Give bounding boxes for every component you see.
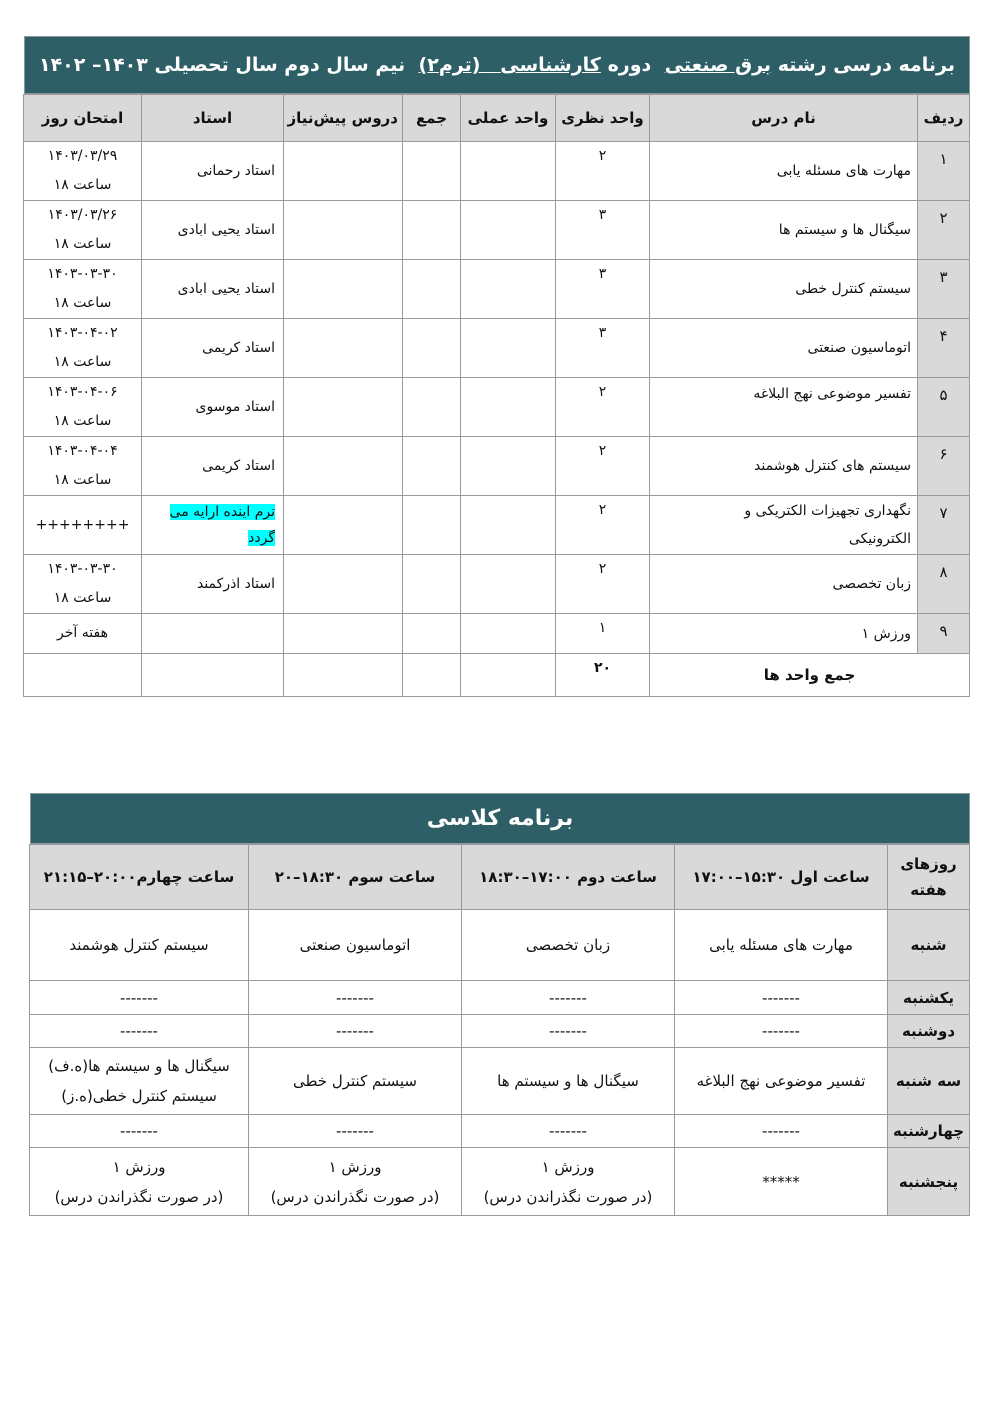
exam-time: ساعت ۱۸: [53, 590, 112, 606]
row-number: ۲: [918, 201, 970, 260]
teacher: استاد اذرکمند: [142, 555, 284, 614]
day-label: شنبه: [888, 910, 970, 981]
col-teacher: استاد: [142, 95, 284, 142]
period-label: دوره: [607, 54, 652, 76]
exam-date: ۱۴۰۳-۰۴-۰۶: [47, 384, 118, 400]
total-row: [24, 654, 970, 697]
schedule-row-thursday: [30, 1148, 970, 1216]
exam-date: ۱۴۰۳/۰۳/۲۹: [47, 148, 118, 164]
sum-units: [403, 496, 461, 555]
slot-4-header: ساعت چهارم۲۰:۰۰–۲۱:۱۵: [30, 845, 249, 910]
col-sum: جمع: [403, 95, 461, 142]
day-label: پنجشنبه: [888, 1148, 970, 1216]
teacher: استاد رحمانی: [142, 142, 284, 201]
exam-cell: [24, 437, 142, 496]
empty-cell: [284, 654, 403, 697]
row-number: ۹: [918, 614, 970, 654]
sum-units: [403, 319, 461, 378]
row-number: ۵: [918, 378, 970, 437]
col-name: نام درس: [650, 95, 918, 142]
semester-label: نیم سال دوم سال تحصیلی ۱۴۰۳– ۱۴۰۲: [38, 54, 406, 76]
table-row: [24, 142, 970, 201]
day-header: روزهای هفته: [888, 845, 970, 910]
class-cell: -------: [462, 981, 675, 1015]
program-title-bar: [24, 36, 970, 94]
table-row: [24, 260, 970, 319]
class-cell: -------: [249, 1115, 462, 1148]
practical-units: [461, 437, 556, 496]
exam-cell: [24, 260, 142, 319]
day-label: سه شنبه: [888, 1048, 970, 1115]
empty-cell: [461, 654, 556, 697]
theory-units: ۲: [556, 142, 650, 201]
schedule-table: [29, 844, 970, 1216]
exam-date: ۱۴۰۳-۰۴-۰۴: [47, 443, 118, 459]
theory-units: ۳: [556, 319, 650, 378]
class-cell: -------: [462, 1115, 675, 1148]
practical-units: [461, 142, 556, 201]
day-label: یکشنبه: [888, 981, 970, 1015]
exam-date: ۱۴۰۳-۰۳-۳۰: [47, 266, 118, 282]
row-number: ۶: [918, 437, 970, 496]
prereq: [284, 319, 403, 378]
row-number: ۴: [918, 319, 970, 378]
schedule-header: [30, 845, 970, 910]
teacher-note: ترم اینده ارایه می گردد: [142, 496, 284, 555]
exam-date: ۱۴۰۳-۰۳-۳۰: [47, 561, 118, 577]
col-prereq: دروس پیش‌نیاز: [284, 95, 403, 142]
class-schedule-section: [30, 793, 970, 1216]
class-cell: -------: [675, 1115, 888, 1148]
prereq: [284, 260, 403, 319]
exam-cell: [24, 201, 142, 260]
col-practical: واحد عملی: [461, 95, 556, 142]
exam-time: ساعت ۱۸: [53, 236, 112, 252]
practical-units: [461, 378, 556, 437]
practical-units: [461, 555, 556, 614]
theory-units: ۳: [556, 260, 650, 319]
total-label: جمع واحد ها: [650, 654, 970, 697]
class-cell: سیستم کنترل هوشمند: [30, 910, 249, 981]
class-cell: اتوماسیون صنعتی: [249, 910, 462, 981]
program-label: برنامه درسی رشته: [777, 54, 955, 76]
slot-2-header: ساعت دوم ۱۷:۰۰–۱۸:۳۰: [462, 845, 675, 910]
exam-date: ۱۴۰۳-۰۴-۰۲: [47, 325, 118, 341]
practical-units: [461, 614, 556, 654]
exam-cell: هفته آخر: [24, 614, 142, 654]
sum-units: [403, 201, 461, 260]
row-number: ۷: [918, 496, 970, 555]
prereq: [284, 201, 403, 260]
practical-units: [461, 260, 556, 319]
schedule-row-wednesday: [30, 1115, 970, 1148]
schedule-row-monday: [30, 1015, 970, 1048]
course-program-section: [24, 36, 970, 697]
exam-time: ساعت ۱۸: [53, 354, 112, 370]
course-table: [23, 94, 970, 697]
row-number: ۳: [918, 260, 970, 319]
prereq: [284, 496, 403, 555]
schedule-title: برنامه کلاسی: [30, 793, 970, 844]
schedule-row-saturday: [30, 910, 970, 981]
theory-units: ۳: [556, 201, 650, 260]
prereq: [284, 614, 403, 654]
sum-units: [403, 614, 461, 654]
course-name: سیگنال ها و سیستم ها: [650, 201, 918, 260]
sum-units: [403, 260, 461, 319]
theory-units: ۱: [556, 614, 650, 654]
col-theory: واحد نظری: [556, 95, 650, 142]
empty-cell: [403, 654, 461, 697]
exam-time: ساعت ۱۸: [53, 177, 112, 193]
class-cell: -------: [30, 1115, 249, 1148]
prereq: [284, 142, 403, 201]
row-number: ۸: [918, 555, 970, 614]
exam-cell: [24, 142, 142, 201]
exam-cell: [24, 319, 142, 378]
class-cell: -------: [30, 1015, 249, 1048]
sum-units: [403, 555, 461, 614]
class-cell: -------: [675, 981, 888, 1015]
prereq: [284, 378, 403, 437]
class-cell: -------: [249, 1015, 462, 1048]
teacher: استاد موسوی: [142, 378, 284, 437]
exam-time: ساعت ۱۸: [53, 472, 112, 488]
teacher: استاد کریمی: [142, 319, 284, 378]
course-name: زبان تخصصی: [650, 555, 918, 614]
class-cell: سیگنال ها و سیستم ها(ه.ف) سیستم کنترل خطی(ه.ز): [30, 1048, 249, 1115]
row-number: ۱: [918, 142, 970, 201]
class-cell: زبان تخصصی: [462, 910, 675, 981]
theory-units: ۲: [556, 555, 650, 614]
course-name: سیستم های کنترل هوشمند: [650, 437, 918, 496]
course-name: نگهداری تجهیزات الکتریکی و الکترونیکی: [650, 496, 918, 555]
day-label: دوشنبه: [888, 1015, 970, 1048]
table-row: [24, 378, 970, 437]
teacher: [142, 614, 284, 654]
practical-units: [461, 496, 556, 555]
course-name: ورزش ۱: [650, 614, 918, 654]
theory-units: ۲: [556, 378, 650, 437]
class-cell: مهارت های مسئله یابی: [675, 910, 888, 981]
course-name: اتوماسیون صنعتی: [650, 319, 918, 378]
course-name: تفسیر موضوعی نهج البلاغه: [650, 378, 918, 437]
teacher: استاد یحیی ابادی: [142, 260, 284, 319]
sum-units: [403, 378, 461, 437]
course-name: سیستم کنترل خطی: [650, 260, 918, 319]
table-row: [24, 437, 970, 496]
exam-time: ساعت ۱۸: [53, 413, 112, 429]
class-cell: سیستم کنترل خطی: [249, 1048, 462, 1115]
day-label: چهارشنبه: [888, 1115, 970, 1148]
class-cell: ورزش ۱ (در صورت نگذراندن درس): [30, 1148, 249, 1216]
empty-cell: [142, 654, 284, 697]
table-row: [24, 496, 970, 555]
theory-units: ۲: [556, 496, 650, 555]
sum-units: [403, 437, 461, 496]
exam-cell: [24, 378, 142, 437]
theory-units: ۲: [556, 437, 650, 496]
class-cell: تفسیر موضوعی نهج البلاغه: [675, 1048, 888, 1115]
schedule-row-tuesday: [30, 1048, 970, 1115]
exam-cell: [24, 555, 142, 614]
class-cell: -------: [462, 1015, 675, 1048]
slot-1-header: ساعت اول ۱۵:۳۰–۱۷:۰۰: [675, 845, 888, 910]
class-cell: ورزش ۱ (در صورت نگذراندن درس): [249, 1148, 462, 1216]
slot-3-header: ساعت سوم ۱۸:۳۰–۲۰: [249, 845, 462, 910]
total-value: ۲۰: [556, 654, 650, 697]
class-cell: -------: [30, 981, 249, 1015]
table-row: [24, 555, 970, 614]
class-cell: سیگنال ها و سیستم ها: [462, 1048, 675, 1115]
exam-cell: ++++++++: [24, 496, 142, 555]
class-cell: -------: [675, 1015, 888, 1048]
sum-units: [403, 142, 461, 201]
table-row: [24, 319, 970, 378]
course-table-header: [24, 95, 970, 142]
teacher: استاد یحیی ابادی: [142, 201, 284, 260]
prereq: [284, 437, 403, 496]
degree-term: کارشناسی (ترم۲): [418, 54, 601, 76]
class-cell: ورزش ۱ (در صورت نگذراندن درس): [462, 1148, 675, 1216]
col-exam: امتحان روز: [24, 95, 142, 142]
teacher: استاد کریمی: [142, 437, 284, 496]
practical-units: [461, 319, 556, 378]
table-row: [24, 614, 970, 654]
table-row: [24, 201, 970, 260]
schedule-row-sunday: [30, 981, 970, 1015]
exam-date: ۱۴۰۳/۰۳/۲۶: [47, 207, 118, 223]
empty-cell: [24, 654, 142, 697]
practical-units: [461, 201, 556, 260]
prereq: [284, 555, 403, 614]
col-row: ردیف: [918, 95, 970, 142]
major-name: برق صنعتی: [664, 54, 772, 76]
exam-time: ساعت ۱۸: [53, 295, 112, 311]
course-name: مهارت های مسئله یابی: [650, 142, 918, 201]
class-cell: *****: [675, 1148, 888, 1216]
class-cell: -------: [249, 981, 462, 1015]
